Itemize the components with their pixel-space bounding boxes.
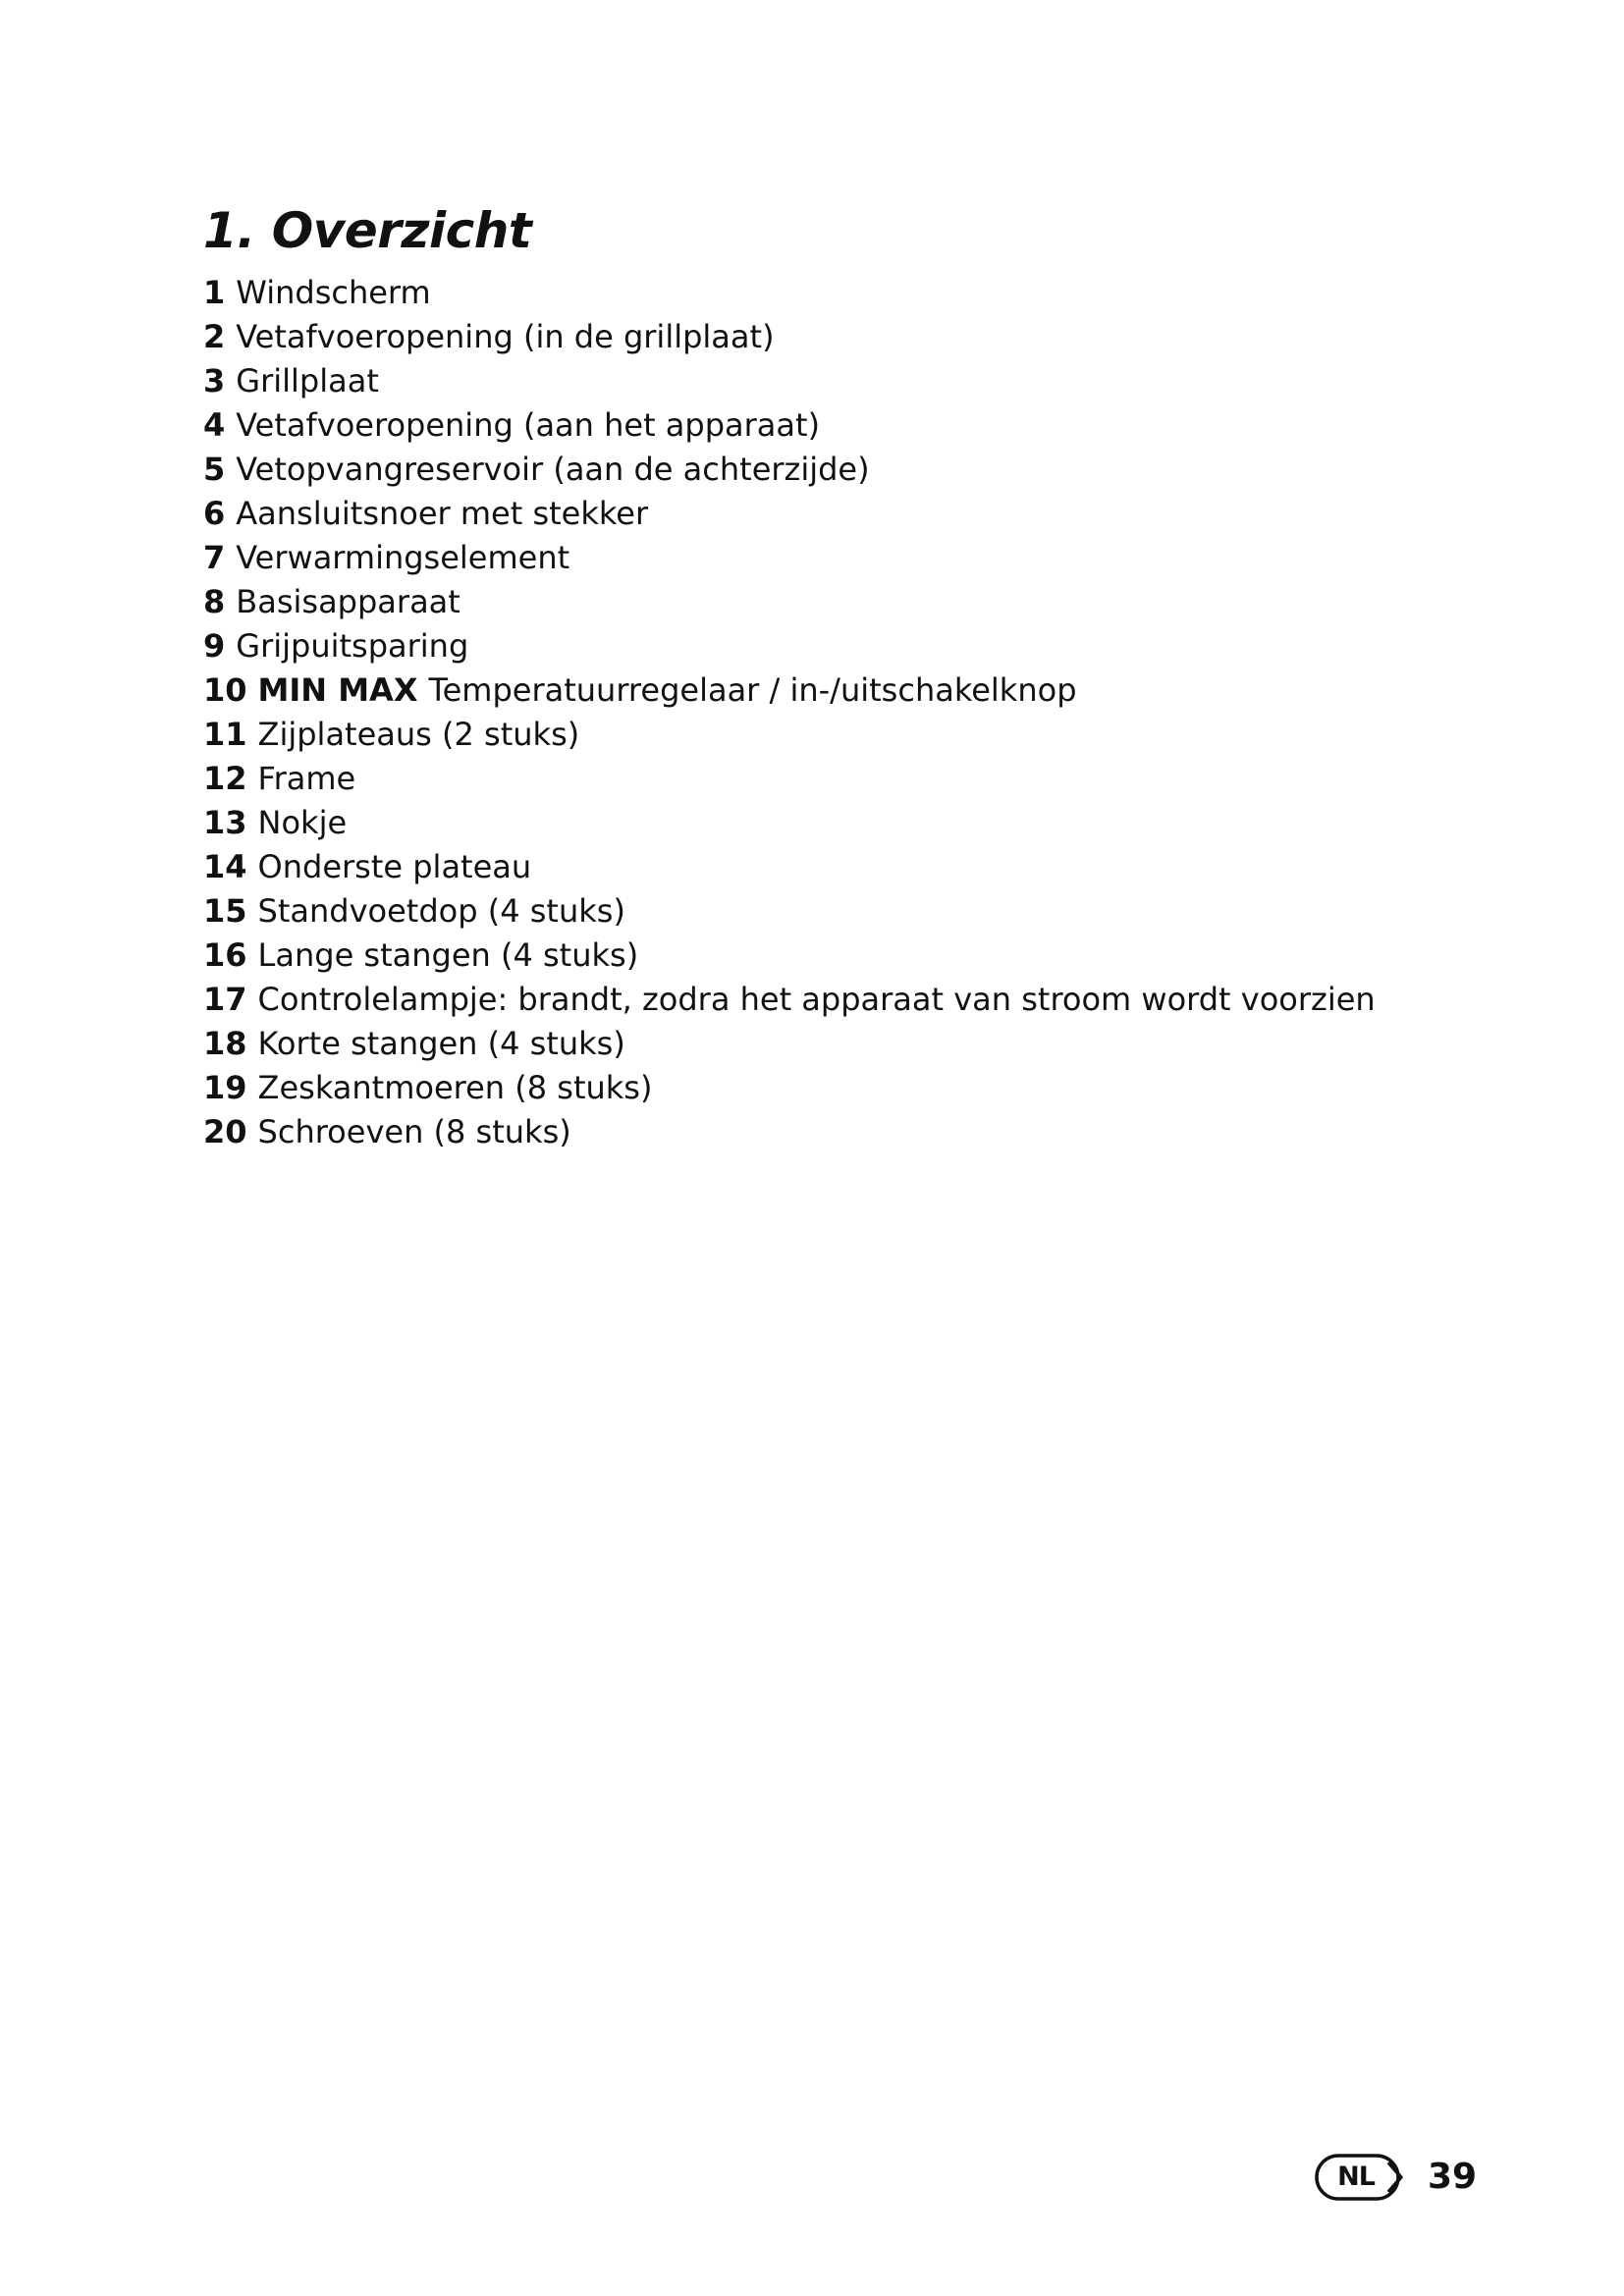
list-item xyxy=(203,889,1376,934)
list-item xyxy=(203,668,1376,713)
part-label: Grillplaat xyxy=(236,362,379,400)
part-number: 9 xyxy=(203,627,226,665)
list-item xyxy=(203,271,1376,315)
part-number: 7 xyxy=(203,539,226,576)
part-label: Nokje xyxy=(257,804,348,841)
list-item xyxy=(203,624,1376,668)
list-item xyxy=(203,359,1376,403)
part-number: 14 xyxy=(203,848,247,885)
page-title: 1. Overzicht xyxy=(203,202,532,259)
part-number: 1 xyxy=(203,274,226,311)
list-item xyxy=(203,713,1376,757)
part-number: 20 xyxy=(203,1113,247,1150)
part-number: 6 xyxy=(203,495,226,532)
part-label: Vetopvangreservoir (aan de achterzijde) xyxy=(236,451,870,488)
part-label: Zijplateaus (2 stuks) xyxy=(257,716,580,753)
list-item xyxy=(203,492,1376,536)
part-label: Verwarmingselement xyxy=(236,539,570,576)
part-number: 15 xyxy=(203,892,247,930)
list-item xyxy=(203,801,1376,845)
list-item xyxy=(203,448,1376,492)
part-number: 4 xyxy=(203,406,226,444)
part-label: Lange stangen (4 stuks) xyxy=(257,936,639,974)
list-item xyxy=(203,1066,1376,1110)
list-item xyxy=(203,1022,1376,1066)
part-label: Windscherm xyxy=(236,274,431,311)
page-number: 39 xyxy=(1428,2157,1478,2197)
part-label: Temperatuurregelaar / in-/uitschakelknop xyxy=(428,671,1077,709)
part-number: 5 xyxy=(203,451,226,488)
list-item xyxy=(203,757,1376,801)
part-number: 2 xyxy=(203,318,226,355)
part-label: Aansluitsnoer met stekker xyxy=(236,495,649,532)
parts-list xyxy=(203,271,1376,1154)
part-number: 11 xyxy=(203,716,247,753)
list-item xyxy=(203,1110,1376,1154)
list-item xyxy=(203,403,1376,448)
part-number: 3 xyxy=(203,362,226,400)
part-label: Grijpuitsparing xyxy=(236,627,469,665)
list-item xyxy=(203,580,1376,624)
part-label: Korte stangen (4 stuks) xyxy=(257,1025,625,1062)
part-label: Vetafvoeropening (aan het apparaat) xyxy=(236,406,821,444)
list-item xyxy=(203,315,1376,359)
list-item xyxy=(203,845,1376,889)
part-label: Zeskantmoeren (8 stuks) xyxy=(257,1069,653,1106)
part-label: Controlelampje: brandt, zodra het apparaat van stroom wordt voorzien xyxy=(257,981,1376,1018)
part-label: Frame xyxy=(257,760,356,797)
part-label: Onderste plateau xyxy=(257,848,532,885)
language-code: NL xyxy=(1337,2162,1375,2192)
language-badge xyxy=(1314,2153,1404,2202)
part-label: Basisapparaat xyxy=(236,583,460,620)
part-control-label: MIN MAX xyxy=(257,671,418,709)
part-number: 12 xyxy=(203,760,247,797)
page-footer xyxy=(1314,2150,1477,2205)
list-item xyxy=(203,536,1376,580)
part-label: Vetafvoeropening (in de grillplaat) xyxy=(236,318,775,355)
part-label: Standvoetdop (4 stuks) xyxy=(257,892,625,930)
part-number: 8 xyxy=(203,583,226,620)
part-number: 16 xyxy=(203,936,247,974)
list-item xyxy=(203,978,1376,1022)
part-label: Schroeven (8 stuks) xyxy=(257,1113,571,1150)
part-number: 10 xyxy=(203,671,247,709)
part-number: 19 xyxy=(203,1069,247,1106)
part-number: 13 xyxy=(203,804,247,841)
part-number: 18 xyxy=(203,1025,247,1062)
part-number: 17 xyxy=(203,981,247,1018)
list-item xyxy=(203,934,1376,978)
